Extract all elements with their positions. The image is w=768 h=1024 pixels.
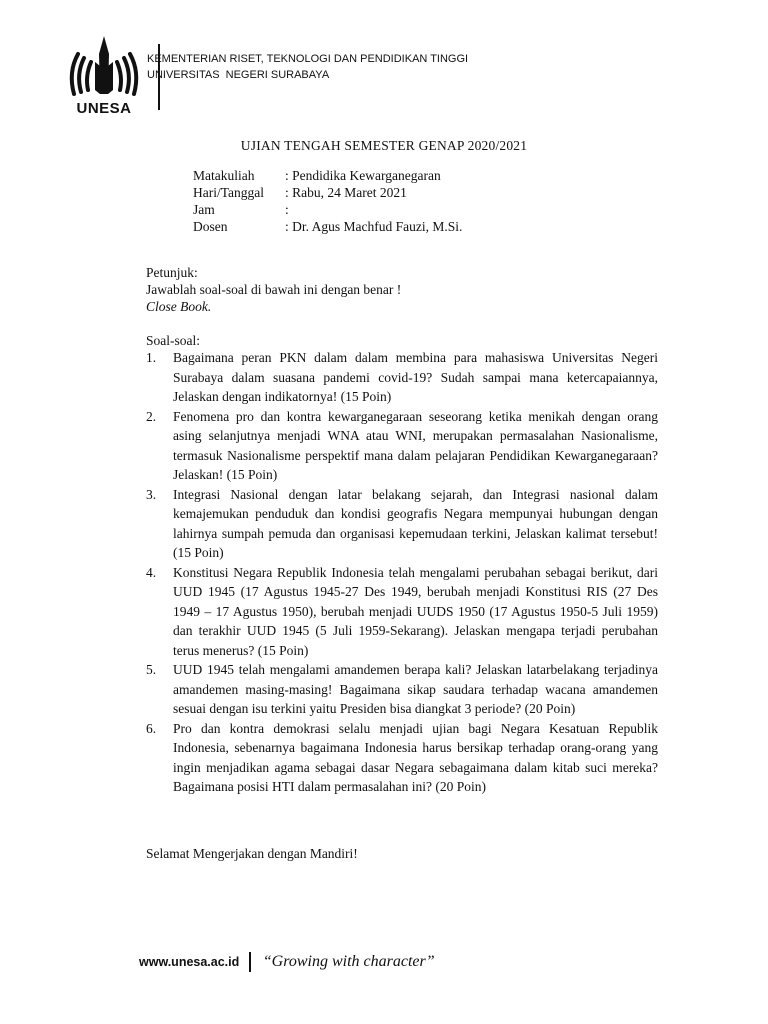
question-text: Integrasi Nasional dengan latar belakang sejarah, dan Integrasi nasional dalam kemajemukan penduduk dan kondisi geografis Negara mempunyai hubungan dengan lahirnya sumpah pemuda dan organisasi kepemudaan terkini, Jelaskan kalimat tersebut! (15 Poin)	[173, 486, 658, 560]
footer-url: www.unesa.ac.id	[139, 955, 240, 969]
question-number: 2.	[146, 408, 157, 424]
question-text: Fenomena pro dan kontra kewarganegaraan seseorang ketika menikah dengan orang asing selanjutnya menjadi WNA atau WNI, merupakan permasalahan Nasionalisme, termasuk Nasionalisme perspektif mana dalam pelajaran Pendidikan Kewarganegaraan? Jelaskan! (15 Poin)	[173, 408, 658, 482]
info-row-lecturer	[193, 218, 462, 235]
question-text: Bagaimana peran PKN dalam dalam membina para mahasiswa Universitas Negeri Surabaya dalam suasana pandemi covid-19? Sudah sampai mana ketercapaiannya, Jelaskan dengan indikatornya! (15 Poin)	[173, 350, 658, 404]
logo-text: UNESA	[76, 100, 132, 117]
info-row-course	[193, 167, 462, 184]
info-value: : Rabu, 24 Maret 2021	[285, 185, 407, 200]
footer-divider	[249, 952, 251, 972]
info-value: : Dr. Agus Machfud Fauzi, M.Si.	[285, 219, 463, 234]
exam-title: UJIAN TENGAH SEMESTER GENAP 2020/2021	[240, 138, 528, 153]
instructions-line: Jawablah soal-soal di bawah ini dengan benar !	[146, 282, 402, 297]
info-label: Jam	[193, 202, 215, 217]
info-value: : Pendidika Kewarganegaran	[285, 168, 441, 183]
question-item	[146, 407, 658, 485]
institution-ministry: KEMENTERIAN RISET, TEKNOLOGI DAN PENDIDIKAN TINGGI	[147, 53, 469, 65]
question-number: 5.	[146, 662, 157, 677]
info-label: Matakuliah	[193, 168, 255, 183]
question-text: Konstitusi Negara Republik Indonesia telah mengalami perubahan sebagai berikut, dari UUD 1945 (17 Agustus 1945-27 Des 1949, berubah menjadi Konstitusi RIS (27 Des 1949 – 17 Agustus 1950), berubah menjadi UUDS 1950 (17 Agustus 1950-5 Juli 1959) dan terakhir UUD 1945 (5 Juli 1959-Sekarang). Jelaskan mengapa terjadi perubahan terus menerus? (15 Poin)	[173, 564, 658, 658]
instructions	[146, 264, 401, 315]
question-number: 4.	[146, 564, 157, 580]
question-item	[146, 660, 658, 719]
question-text: Pro dan kontra demokrasi selalu menjadi ujian bagi Negara Kesatuan Republik Indonesia, sebenarnya bagaimana Indonesia harus bersikap terhadap orang-orang yang ingin menjadikan agama sebagai dasar Negara sebagaimana dalam kitab suci mereka? Bagaimana posisi HTI dalam permasalahan ini? (20 Poin)	[173, 720, 658, 794]
question-number: 1.	[146, 350, 157, 365]
institution-header	[147, 51, 468, 83]
unesa-logo	[64, 32, 144, 116]
footer	[139, 952, 435, 972]
closing-message: Selamat Mengerjakan dengan Mandiri!	[146, 846, 358, 861]
institution-university: UNIVERSITAS NEGERI SURABAYA	[147, 69, 330, 81]
question-number: 6.	[146, 720, 157, 736]
info-value: :	[285, 202, 289, 217]
info-label: Hari/Tanggal	[193, 185, 265, 200]
instructions-close-book: Close Book.	[146, 299, 212, 314]
exam-info	[193, 167, 462, 235]
instructions-heading: Petunjuk:	[146, 265, 198, 280]
footer-tagline: “Growing with character”	[262, 953, 435, 970]
info-row-time	[193, 201, 462, 218]
unesa-emblem-icon	[64, 32, 144, 102]
questions-heading: Soal-soal:	[146, 333, 200, 348]
question-item	[146, 563, 658, 661]
question-item	[146, 348, 658, 407]
info-label: Dosen	[193, 219, 228, 234]
question-item	[146, 719, 658, 797]
info-row-date	[193, 184, 462, 201]
question-number: 3.	[146, 486, 157, 502]
question-text: UUD 1945 telah mengalami amandemen berapa kali? Jelaskan latarbelakang terjadinya amandemen masing-masing! Bagaimana sikap saudara terhadap wacana amandemen sesuai dengan isu terkini yaitu Presiden bisa diangkat 3 periode? (20 Poin)	[173, 662, 658, 716]
question-item	[146, 485, 658, 563]
question-list	[146, 348, 658, 797]
